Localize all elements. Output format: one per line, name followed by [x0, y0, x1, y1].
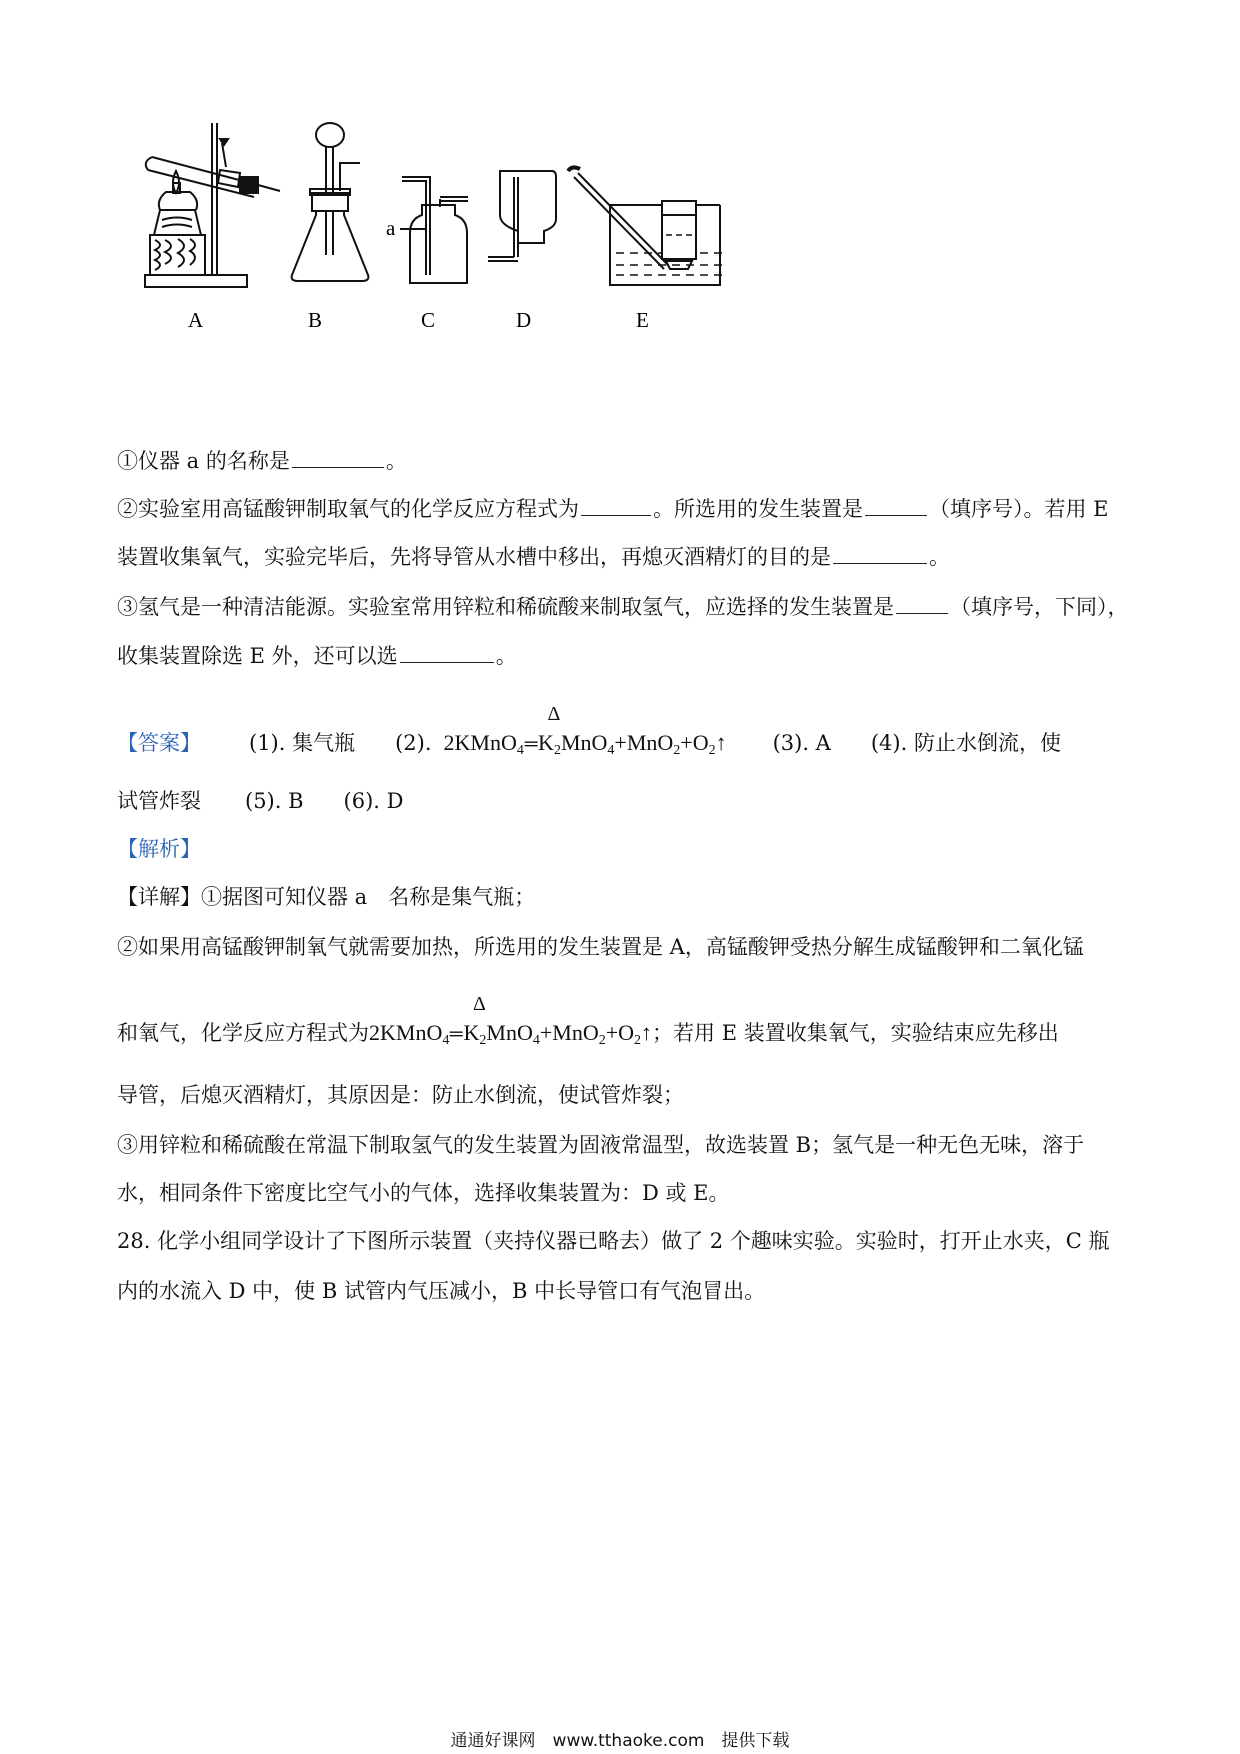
answer-blank: [581, 514, 651, 516]
answer-line-2: 试管炸裂 (5). B (6). D: [117, 789, 404, 813]
apparatus-d: [488, 171, 556, 261]
analysis-p3-line-1: ③用锌粒和稀硫酸在常温下制取氢气的发生装置为固液常温型，故选装置 B；氢气是一种无色无味，溶于: [117, 1133, 1085, 1157]
analysis-tag: 【解析】: [117, 837, 201, 861]
analysis-p2-line-1: ②如果用高锰酸钾制氧气就需要加热，所选用的发生装置是 A，高锰酸钾受热分解生成锰酸钾和二氧化锰: [117, 935, 1084, 959]
answer-blank: [400, 661, 494, 663]
label-c: C: [421, 308, 436, 332]
analysis-p2-line-2: 和氧气，化学反应方程式为2KMnO$_4$ Δ $═K_2MnO_4+MnO_2+O_2↑$；若用 E 装置收集氧气，实验结束应先移出: [117, 996, 1133, 1056]
analysis-p2-line-3: 导管，后熄灭酒精灯，其原因是：防止水倒流，使试管炸裂；: [117, 1083, 684, 1107]
question-2-line-2: 装置收集氧气，实验完毕后，先将导管从水槽中移出，再熄灭酒精灯的目的是 。: [117, 545, 950, 569]
footer-credit: 通通好课网 www.tthaoke.com 提供下载: [450, 1731, 790, 1751]
label-d: D: [516, 308, 532, 332]
answer-tag: 【答案】: [117, 731, 201, 755]
apparatus-a: [145, 123, 280, 287]
question-3-line-1: ③氢气是一种清洁能源。实验室常用锌粒和稀硫酸来制取氢气，应选择的发生装置是 （填序号，下同），: [117, 595, 1129, 619]
question-28-line-2: 内的水流入 D 中，使 B 试管内气压减小，B 中长导管口有气泡冒出。: [117, 1279, 766, 1303]
apparatus-c: [400, 177, 468, 283]
question-2-line-1: ②实验室用高锰酸钾制取氧气的化学反应方程式为 。所选用的发生装置是 （填序号）。若用 E: [117, 497, 1109, 521]
answer-blank: [292, 466, 384, 468]
pointer-label-a: a: [386, 216, 396, 240]
question-3-line-2: 收集装置除选 E 外，还可以选 。: [117, 644, 517, 668]
answer-blank: [896, 612, 948, 614]
chemical-equation: 2KMnO$_4$ Δ $═K_2MnO_4+MnO_2+O_2↑$: [443, 703, 727, 758]
label-e: E: [636, 308, 649, 332]
label-b: B: [308, 308, 323, 332]
analysis-detail: 【详解】①据图可知仪器 a 名称是集气瓶；: [117, 885, 536, 909]
label-a: A: [188, 308, 204, 332]
apparatus-figure: [140, 115, 840, 375]
apparatus-e: [568, 167, 722, 285]
answer-blank: [833, 562, 927, 564]
apparatus-b: [292, 123, 369, 281]
answer-blank: [865, 514, 927, 516]
analysis-p3-line-2: 水，相同条件下密度比空气小的气体，选择收集装置为：D 或 E。: [117, 1181, 730, 1205]
answer-line-1: 【答案】 (1). 集气瓶 (2). 2KMnO$_4$ Δ $═K_2MnO_4+MnO_2+O_2↑$ (3). A (4). 防止水倒流，使: [117, 706, 1133, 766]
question-1: ①仪器 a 的名称是 。: [117, 449, 407, 473]
question-28-line-1: 28. 化学小组同学设计了下图所示装置（夹持仪器已略去）做了 2 个趣味实验。实验时，打开止水夹，C 瓶: [117, 1229, 1110, 1253]
chemical-equation-analysis: 2KMnO$_4$ Δ $═K_2MnO_4+MnO_2+O_2↑$: [369, 993, 653, 1048]
